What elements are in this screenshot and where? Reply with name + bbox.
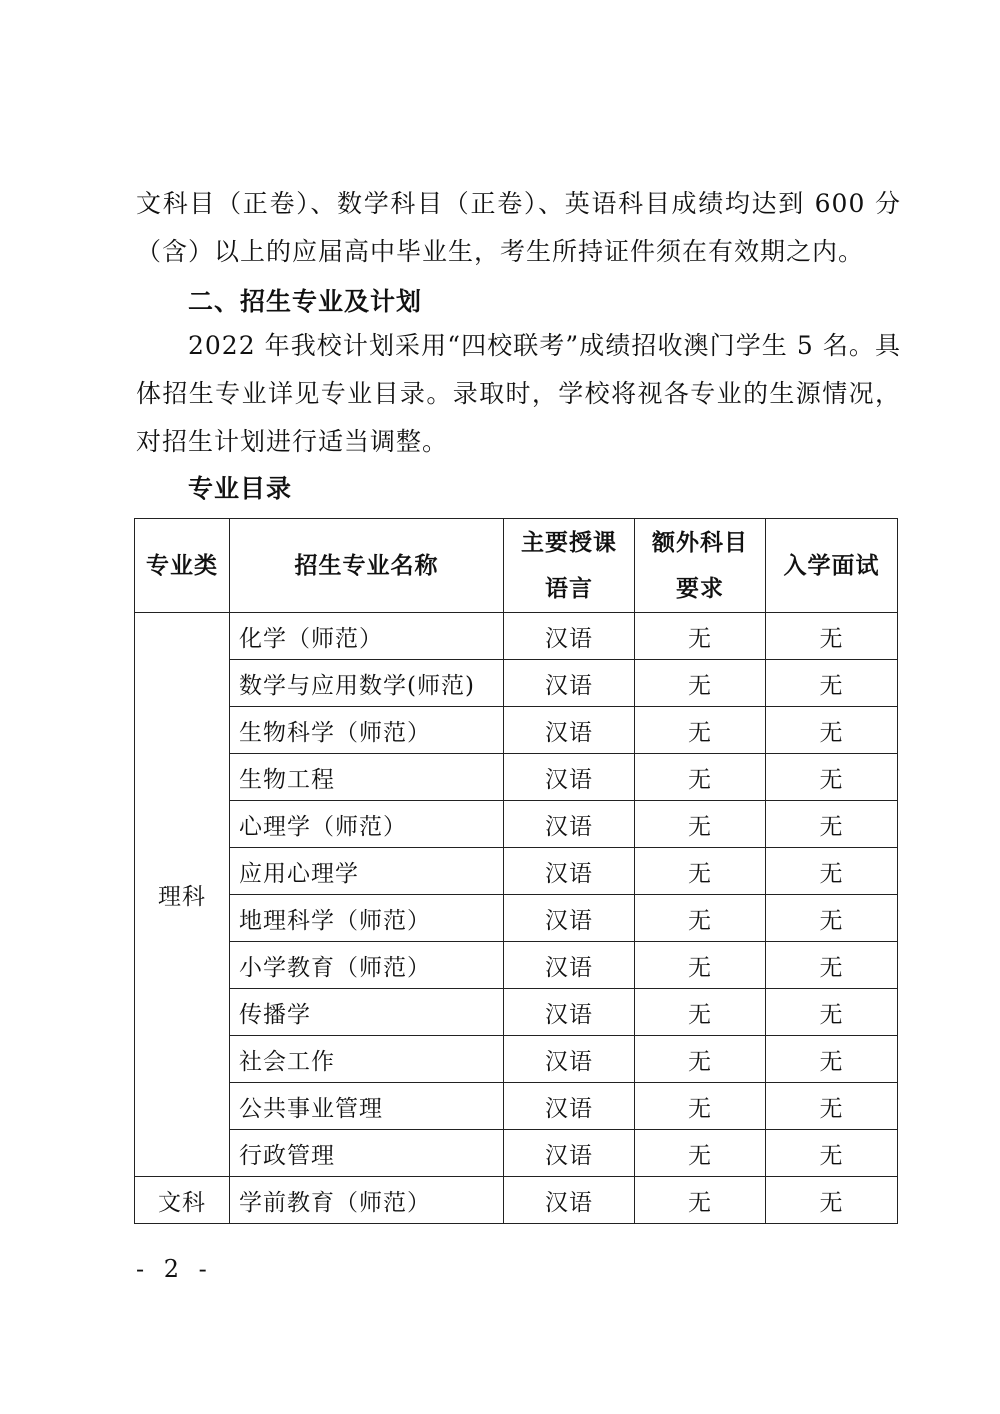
interview-cell: 无	[766, 1130, 898, 1177]
extra-subject-cell: 无	[635, 801, 766, 848]
extra-subject-cell: 无	[635, 613, 766, 660]
major-name-cell: 小学教育（师范）	[230, 942, 504, 989]
table-row	[135, 1177, 898, 1224]
extra-subject-cell: 无	[635, 848, 766, 895]
interview-cell: 无	[766, 707, 898, 754]
interview-cell: 无	[766, 613, 898, 660]
extra-subject-cell: 无	[635, 942, 766, 989]
paragraph-eligibility: 文科目（正卷）、数学科目（正卷）、英语科目成绩均达到 600 分（含）以上的应届高中毕业生，考生所持证件须在有效期之内。	[136, 189, 901, 266]
header-major-name: 招生专业名称	[230, 519, 504, 613]
language-cell: 汉语	[504, 660, 635, 707]
extra-subject-cell: 无	[635, 754, 766, 801]
language-cell: 汉语	[504, 1036, 635, 1083]
table-row	[135, 801, 898, 848]
interview-cell: 无	[766, 895, 898, 942]
header-extra-subject: 额外科目 要求	[635, 519, 766, 613]
major-name-cell: 公共事业管理	[230, 1083, 504, 1130]
language-cell: 汉语	[504, 754, 635, 801]
interview-cell: 无	[766, 1083, 898, 1130]
major-catalog-table	[134, 518, 898, 1224]
interview-cell: 无	[766, 989, 898, 1036]
section-heading-majors-plan: 二、招生专业及计划	[188, 287, 423, 316]
interview-cell: 无	[766, 1177, 898, 1224]
major-name-cell: 数学与应用数学(师范)	[230, 660, 504, 707]
major-name-cell: 生物科学（师范）	[230, 707, 504, 754]
language-cell: 汉语	[504, 1130, 635, 1177]
major-name-cell: 应用心理学	[230, 848, 504, 895]
major-name-cell: 学前教育（师范）	[230, 1177, 504, 1224]
header-category: 专业类	[135, 519, 230, 613]
language-cell: 汉语	[504, 801, 635, 848]
major-name-cell: 化学（师范）	[230, 613, 504, 660]
extra-subject-cell: 无	[635, 660, 766, 707]
major-name-cell: 地理科学（师范）	[230, 895, 504, 942]
extra-subject-cell: 无	[635, 707, 766, 754]
extra-subject-cell: 无	[635, 1036, 766, 1083]
table-row	[135, 754, 898, 801]
category-cell: 理科	[135, 613, 230, 1177]
extra-subject-cell: 无	[635, 1083, 766, 1130]
table-row	[135, 707, 898, 754]
language-cell: 汉语	[504, 942, 635, 989]
table-row	[135, 848, 898, 895]
language-cell: 汉语	[504, 895, 635, 942]
major-name-cell: 心理学（师范）	[230, 801, 504, 848]
language-cell: 汉语	[504, 707, 635, 754]
major-name-cell: 行政管理	[230, 1130, 504, 1177]
paragraph-enrollment-plan: 2022 年我校计划采用“四校联考”成绩招收澳门学生 5 名。具体招生专业详见专业目录。录取时，学校将视各专业的生源情况，对招生计划进行适当调整。	[136, 331, 901, 456]
extra-subject-cell: 无	[635, 989, 766, 1036]
table-row	[135, 1036, 898, 1083]
interview-cell: 无	[766, 848, 898, 895]
language-cell: 汉语	[504, 613, 635, 660]
table-body	[135, 613, 898, 1224]
interview-cell: 无	[766, 942, 898, 989]
table-row	[135, 989, 898, 1036]
interview-cell: 无	[766, 754, 898, 801]
table-row	[135, 942, 898, 989]
extra-subject-cell: 无	[635, 1177, 766, 1224]
interview-cell: 无	[766, 801, 898, 848]
language-cell: 汉语	[504, 1177, 635, 1224]
language-cell: 汉语	[504, 1083, 635, 1130]
table-row	[135, 895, 898, 942]
extra-subject-cell: 无	[635, 1130, 766, 1177]
major-name-cell: 传播学	[230, 989, 504, 1036]
table-row	[135, 1083, 898, 1130]
extra-subject-cell: 无	[635, 895, 766, 942]
category-cell: 文科	[135, 1177, 230, 1224]
interview-cell: 无	[766, 1036, 898, 1083]
table-row	[135, 1130, 898, 1177]
interview-cell: 无	[766, 660, 898, 707]
table-header-row	[135, 519, 898, 613]
table-row	[135, 613, 898, 660]
language-cell: 汉语	[504, 848, 635, 895]
language-cell: 汉语	[504, 989, 635, 1036]
major-name-cell: 生物工程	[230, 754, 504, 801]
header-interview: 入学面试	[766, 519, 898, 613]
header-language: 主要授课 语言	[504, 519, 635, 613]
major-name-cell: 社会工作	[230, 1036, 504, 1083]
page-number: - 2 -	[136, 1255, 213, 1283]
table-title: 专业目录	[188, 474, 293, 503]
table-row	[135, 660, 898, 707]
